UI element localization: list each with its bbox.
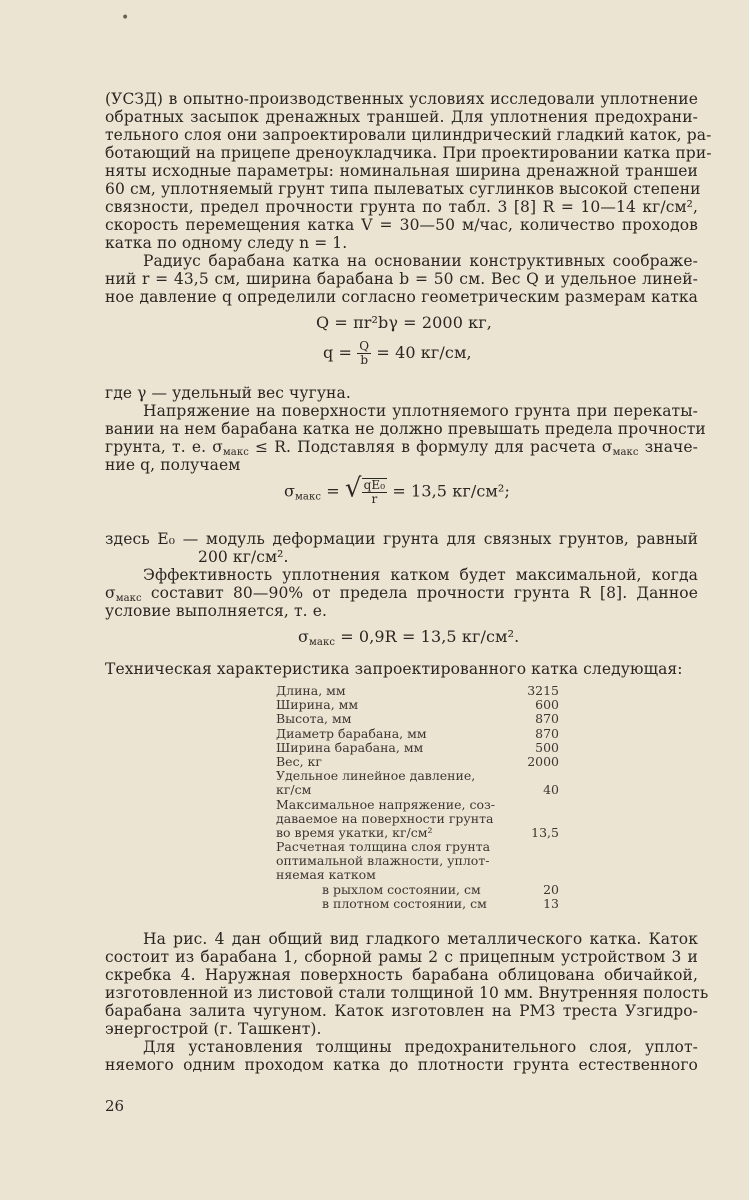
table-value: 2000	[527, 753, 559, 769]
table-row	[276, 769, 561, 783]
table-row	[276, 854, 561, 868]
text-line: изготовленной из листовой стали толщиной 10 мм. Внутренняя полость	[105, 984, 709, 1002]
text-line: Напряжение на поверхности уплотняемого грунта при перекаты-	[143, 402, 698, 420]
formula-rhs: = 40 кг/см,	[376, 343, 472, 362]
subscript: макс	[115, 593, 142, 604]
text-line: 60 см, уплотняемый грунт типа пылеватых суглинков высокой степени	[105, 180, 701, 198]
formula-lhs: q =	[323, 343, 353, 362]
table-label: Диаметр барабана, мм	[276, 725, 427, 741]
formula-sigma-limit	[298, 628, 519, 652]
formula-sigma-max	[284, 473, 510, 518]
table-row	[276, 684, 561, 698]
text-line: Для установления толщины предохранительного слоя, уплот-	[143, 1038, 698, 1056]
table-label: Удельное линейное давление,	[276, 768, 476, 784]
text-fragment: σ	[105, 584, 116, 602]
table-value: 500	[535, 739, 559, 755]
denominator: r	[371, 492, 378, 506]
table-label: Максимальное напряжение, соз-	[276, 796, 496, 812]
text-line: ние q, получаем	[105, 456, 241, 474]
text-fragment: σ	[298, 627, 310, 646]
denominator: b	[360, 353, 369, 367]
table-label: Ширина барабана, мм	[276, 739, 424, 755]
table-row	[276, 755, 561, 769]
subscript: макс	[295, 491, 322, 503]
table-row	[276, 868, 561, 882]
text-fragment: = 0,9R = 13,5 кг/см².	[335, 627, 520, 646]
text-line: Радиус барабана катка на основании конструктивных соображе-	[143, 252, 698, 270]
table-label: Высота, мм	[276, 711, 352, 727]
table-row	[276, 840, 561, 854]
formula-rhs: = 13,5 кг/см²;	[392, 481, 510, 501]
subscript: макс	[222, 447, 249, 458]
text-line: катка по одному следу n = 1.	[105, 234, 348, 252]
formula-lhs: σ	[284, 481, 296, 501]
text-line: ботающий на прицепе дреноукладчика. При проектировании катка при-	[105, 144, 712, 162]
table-label: оптимальной влажности, уплот-	[276, 853, 490, 869]
fraction	[362, 478, 388, 506]
table-label: в плотном состоянии, см	[322, 895, 487, 911]
text-line: здесь E₀ — модуль деформации грунта для связных грунтов, равный	[105, 530, 698, 548]
table-row	[276, 712, 561, 726]
text-line: ний r = 43,5 см, ширина барабана b = 50 см. Вес Q и удельное линей-	[105, 270, 698, 288]
text-line: энергострой (г. Ташкент).	[105, 1020, 322, 1038]
text-line: условие выполняется, т. е.	[105, 602, 328, 620]
table-label: Вес, кг	[276, 753, 322, 769]
table-label: во время укатки, кг/см²	[276, 824, 433, 840]
numerator: qE₀	[363, 478, 386, 492]
formula-q-linear	[323, 340, 472, 374]
text-fragment: значе-	[638, 438, 698, 456]
table-label: даваемое на поверхности грунта	[276, 810, 494, 826]
text-line: связности, предел прочности грунта по табл. 3 [8] R = 10—14 кг/см²,	[105, 198, 698, 216]
table-value: 870	[535, 725, 559, 741]
text-fragment: грунта, т. е. σ	[105, 438, 223, 456]
text-line: На рис. 4 дан общий вид гладкого металлического катка. Каток	[143, 930, 698, 948]
text-line: 200 кг/см².	[198, 548, 289, 566]
table-row	[276, 826, 561, 840]
table-value: 13,5	[531, 824, 559, 840]
text-line: скребка 4. Наружная поверхность барабана облицована обичайкой,	[105, 966, 698, 984]
text-fragment: ≤ R. Подставляя в формулу для расчета σ	[248, 438, 613, 456]
table-row	[276, 783, 561, 797]
table-label: няемая катком	[276, 867, 376, 883]
table-row	[276, 798, 561, 812]
table-value: 40	[543, 782, 559, 798]
spec-table	[276, 684, 561, 911]
numerator: Q	[359, 339, 370, 353]
table-label: в рыхлом состоянии, см	[322, 881, 481, 897]
table-row	[276, 698, 561, 712]
table-row	[276, 727, 561, 741]
sqrt-icon: √	[344, 473, 362, 504]
text-line: (УСЗД) в опытно-производственных условиях исследовали уплотнение	[105, 90, 698, 108]
text-line: где γ — удельный вес чугуна.	[105, 384, 351, 402]
table-row	[276, 812, 561, 826]
text-line: обратных засыпок дренажных траншей. Для уплотнения предохрани-	[105, 108, 698, 126]
text-line: состоит из барабана 1, сборной рамы 2 с прицепным устройством 3 и	[105, 948, 698, 966]
page-number: 26	[105, 1097, 125, 1115]
formula-q-weight: Q = πr²bγ = 2000 кг,	[316, 313, 492, 332]
table-value: 870	[535, 711, 559, 727]
table-label: кг/см	[276, 782, 312, 798]
text-line: вании на нем барабана катка не должно превышать предела прочности	[105, 420, 706, 438]
text-line: Эффективность уплотнения катком будет максимальной, когда	[143, 566, 698, 584]
table-label: Ширина, мм	[276, 697, 359, 713]
table-row	[276, 741, 561, 755]
table-value: 13	[543, 895, 559, 911]
table-value: 20	[543, 881, 559, 897]
text-line: барабана залита чугуном. Каток изготовлен на РМЗ треста Узгидро-	[105, 1002, 698, 1020]
text-line: няты исходные параметры: номинальная ширина дренажной траншеи	[105, 162, 698, 180]
table-value: 600	[535, 697, 559, 713]
text-line: тельного слоя они запроектировали цилиндрический гладкий каток, ра-	[105, 126, 712, 144]
table-value: 3215	[527, 683, 559, 698]
text-line: няемого одним проходом катка до плотности грунта естественного	[105, 1056, 698, 1074]
ink-dot: •	[121, 10, 130, 26]
subscript: макс	[309, 637, 336, 648]
text-line: скорость перемещения катка V = 30—50 м/час, количество проходов	[105, 216, 698, 234]
table-row	[276, 897, 561, 911]
subscript: макс	[612, 447, 639, 458]
text-fragment: составит 80—90% от предела прочности грунта R [8]. Данное	[150, 584, 698, 602]
table-row	[276, 883, 561, 897]
table-label: Расчетная толщина слоя грунта	[276, 839, 491, 855]
table-label: Длина, мм	[276, 683, 346, 698]
table-intro: Техническая характеристика запроектированного катка следующая:	[105, 660, 683, 678]
text-line: ное давление q определили согласно геометрическим размерам катка	[105, 288, 698, 306]
fraction	[357, 340, 371, 367]
equals: =	[321, 481, 345, 501]
